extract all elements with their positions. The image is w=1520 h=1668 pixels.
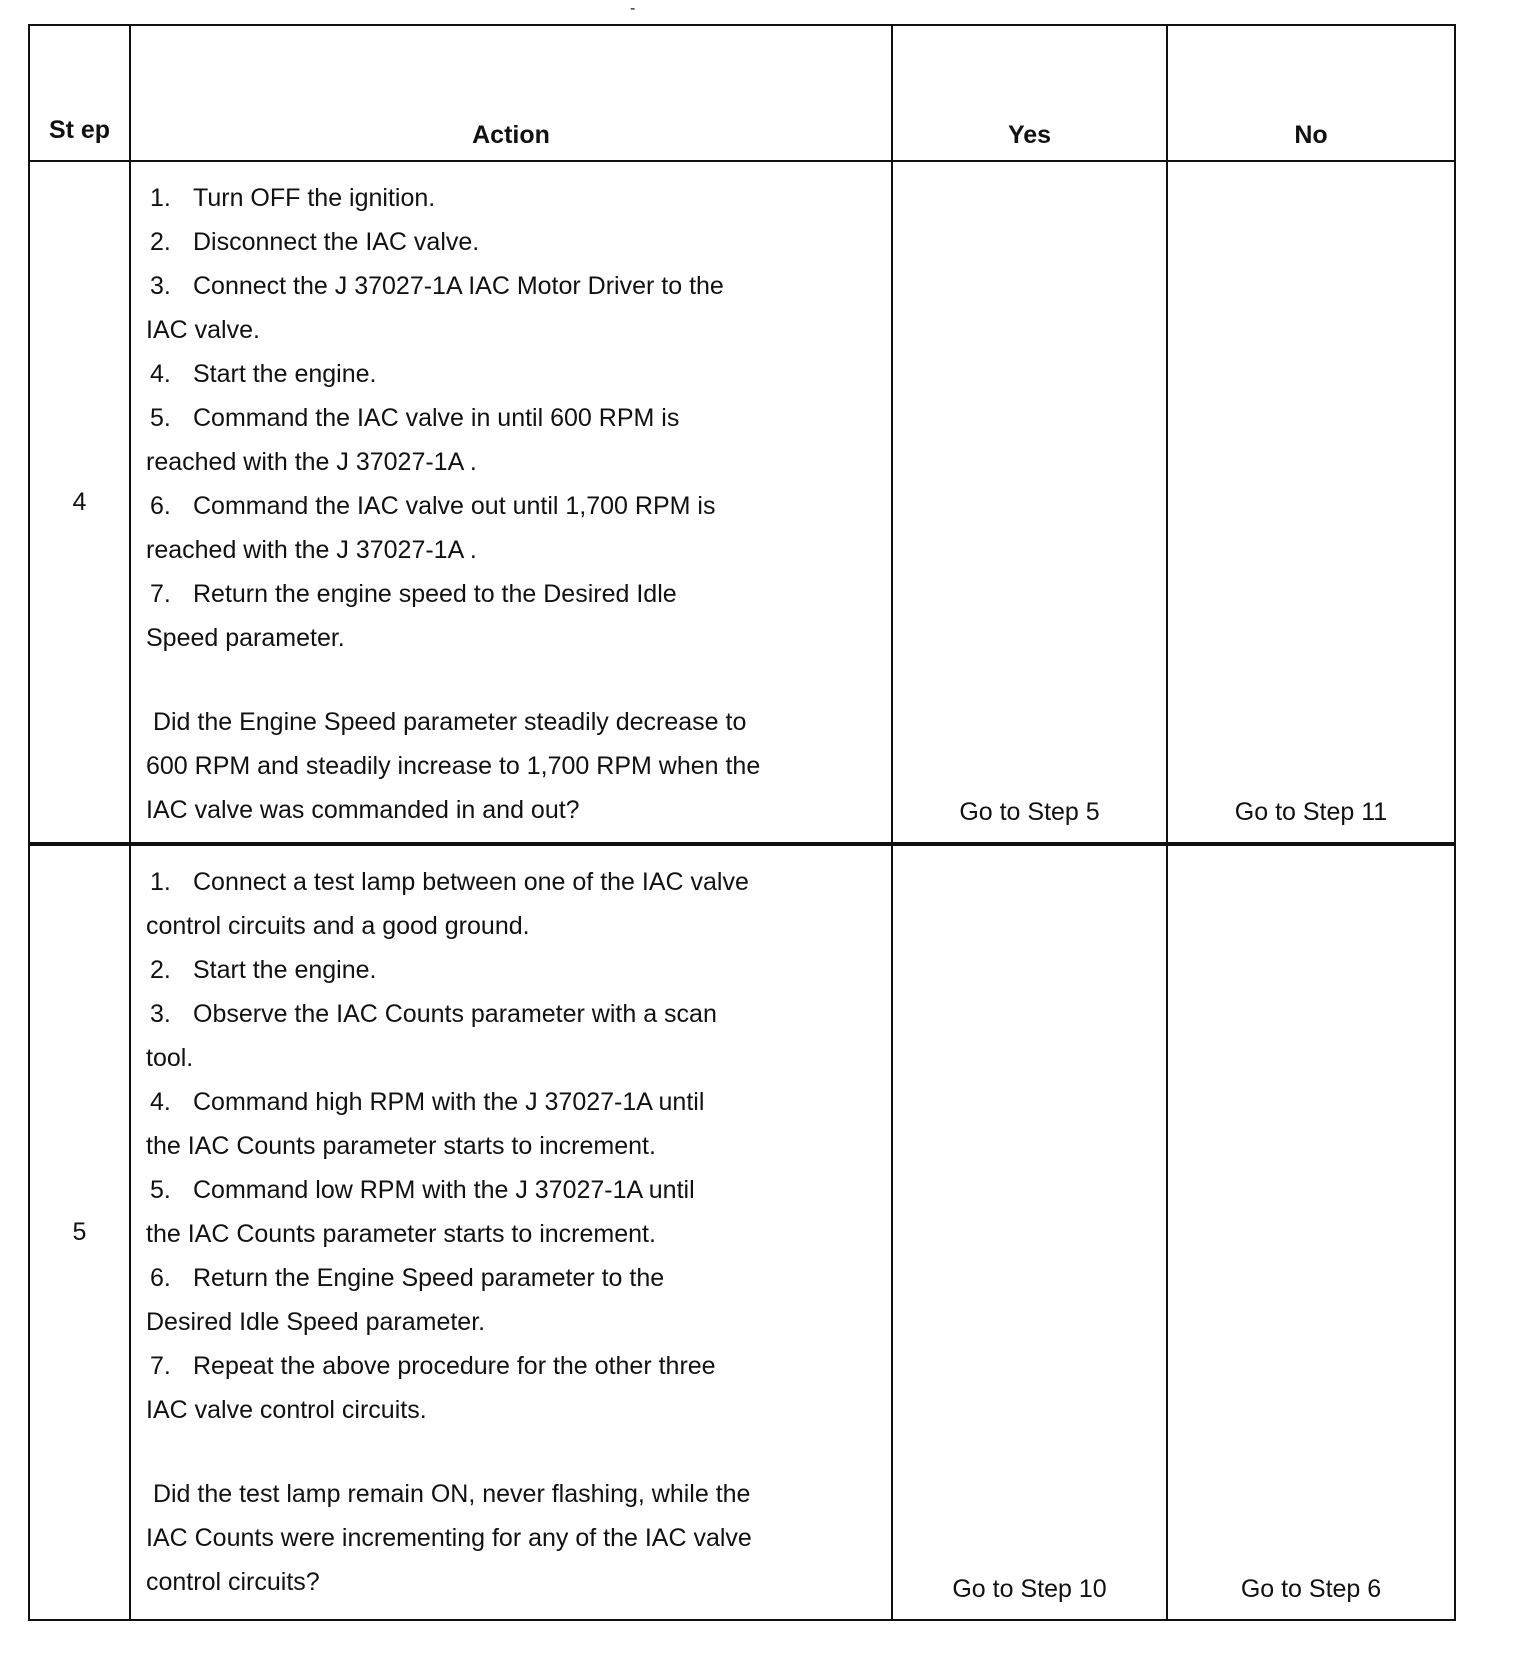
item-number: 3. (150, 1000, 171, 1028)
item-number: 7. (150, 1352, 171, 1380)
item-continuation: Desired Idle Speed parameter. (146, 1308, 486, 1336)
item-continuation: IAC valve control circuits. (146, 1396, 427, 1424)
item-continuation: IAC valve. (146, 316, 260, 344)
item-number: 6. (150, 492, 171, 520)
list-item (146, 176, 881, 220)
list-item (146, 992, 881, 1036)
item-continuation: the IAC Counts parameter starts to increment. (146, 1132, 656, 1160)
item-continuation: tool. (146, 1044, 194, 1072)
question-line: control circuits? (146, 1568, 320, 1596)
list-item (146, 352, 881, 396)
item-text: Disconnect the IAC valve. (193, 228, 480, 256)
no-result: Go to Step 6 (1167, 844, 1455, 1620)
header-action: Action (130, 25, 892, 161)
list-item (146, 264, 881, 308)
item-text: Start the engine. (193, 360, 377, 388)
item-text: Command the IAC valve in until 600 RPM is (193, 404, 680, 432)
header-step-label: St ep (48, 116, 111, 144)
item-continuation: reached with the J 37027-1A . (146, 536, 477, 564)
no-result: Go to Step 11 (1167, 161, 1455, 844)
list-item (146, 220, 881, 264)
action-cell (130, 844, 892, 1620)
item-number: 5. (150, 1176, 171, 1204)
step-number: 5 (29, 844, 130, 1620)
list-item (146, 572, 881, 616)
item-text: Connect a test lamp between one of the IAC valve (193, 868, 749, 896)
step-number: 4 (29, 161, 130, 844)
list-item (146, 1080, 881, 1124)
item-continuation: the IAC Counts parameter starts to increment. (146, 1220, 656, 1248)
item-number: 6. (150, 1264, 171, 1292)
page-top-mark: - (630, 0, 636, 17)
item-number: 5. (150, 404, 171, 432)
item-continuation: control circuits and a good ground. (146, 912, 530, 940)
item-number: 3. (150, 272, 171, 300)
item-number: 2. (150, 956, 171, 984)
diagnostic-table (28, 24, 1456, 1621)
list-item (146, 484, 881, 528)
item-text: Repeat the above procedure for the other three (193, 1352, 716, 1380)
question-line: 600 RPM and steadily increase to 1,700 RPM when the (146, 752, 761, 780)
list-item (146, 1256, 881, 1300)
yes-result: Go to Step 10 (892, 844, 1167, 1620)
action-cell (130, 161, 892, 844)
item-text: Command the IAC valve out until 1,700 RPM is (193, 492, 716, 520)
question-line: Did the Engine Speed parameter steadily decrease to (146, 708, 747, 736)
yes-result: Go to Step 5 (892, 161, 1167, 844)
item-text: Return the Engine Speed parameter to the (193, 1264, 665, 1292)
list-item (146, 1168, 881, 1212)
table-row (29, 844, 1455, 1620)
header-no: No (1167, 25, 1455, 161)
item-number: 7. (150, 580, 171, 608)
question-line: Did the test lamp remain ON, never flashing, while the (146, 1480, 751, 1508)
item-text: Command high RPM with the J 37027-1A until (193, 1088, 705, 1116)
header-yes: Yes (892, 25, 1167, 161)
item-text: Observe the IAC Counts parameter with a scan (193, 1000, 717, 1028)
item-text: Turn OFF the ignition. (193, 184, 436, 212)
list-item (146, 396, 881, 440)
item-text: Start the engine. (193, 956, 377, 984)
header-step (29, 25, 130, 161)
list-item (146, 948, 881, 992)
table-header-row (29, 25, 1455, 161)
item-continuation: reached with the J 37027-1A . (146, 448, 477, 476)
item-text: Return the engine speed to the Desired Idle (193, 580, 677, 608)
question-line: IAC valve was commanded in and out? (146, 796, 580, 824)
list-item (146, 1344, 881, 1388)
list-item (146, 860, 881, 904)
item-number: 1. (150, 184, 171, 212)
table-row (29, 161, 1455, 844)
item-number: 1. (150, 868, 171, 896)
item-number: 4. (150, 1088, 171, 1116)
question-line: IAC Counts were incrementing for any of the IAC valve (146, 1524, 752, 1552)
item-number: 4. (150, 360, 171, 388)
item-text: Connect the J 37027-1A IAC Motor Driver to the (193, 272, 724, 300)
item-number: 2. (150, 228, 171, 256)
item-continuation: Speed parameter. (146, 624, 345, 652)
item-text: Command low RPM with the J 37027-1A until (193, 1176, 695, 1204)
